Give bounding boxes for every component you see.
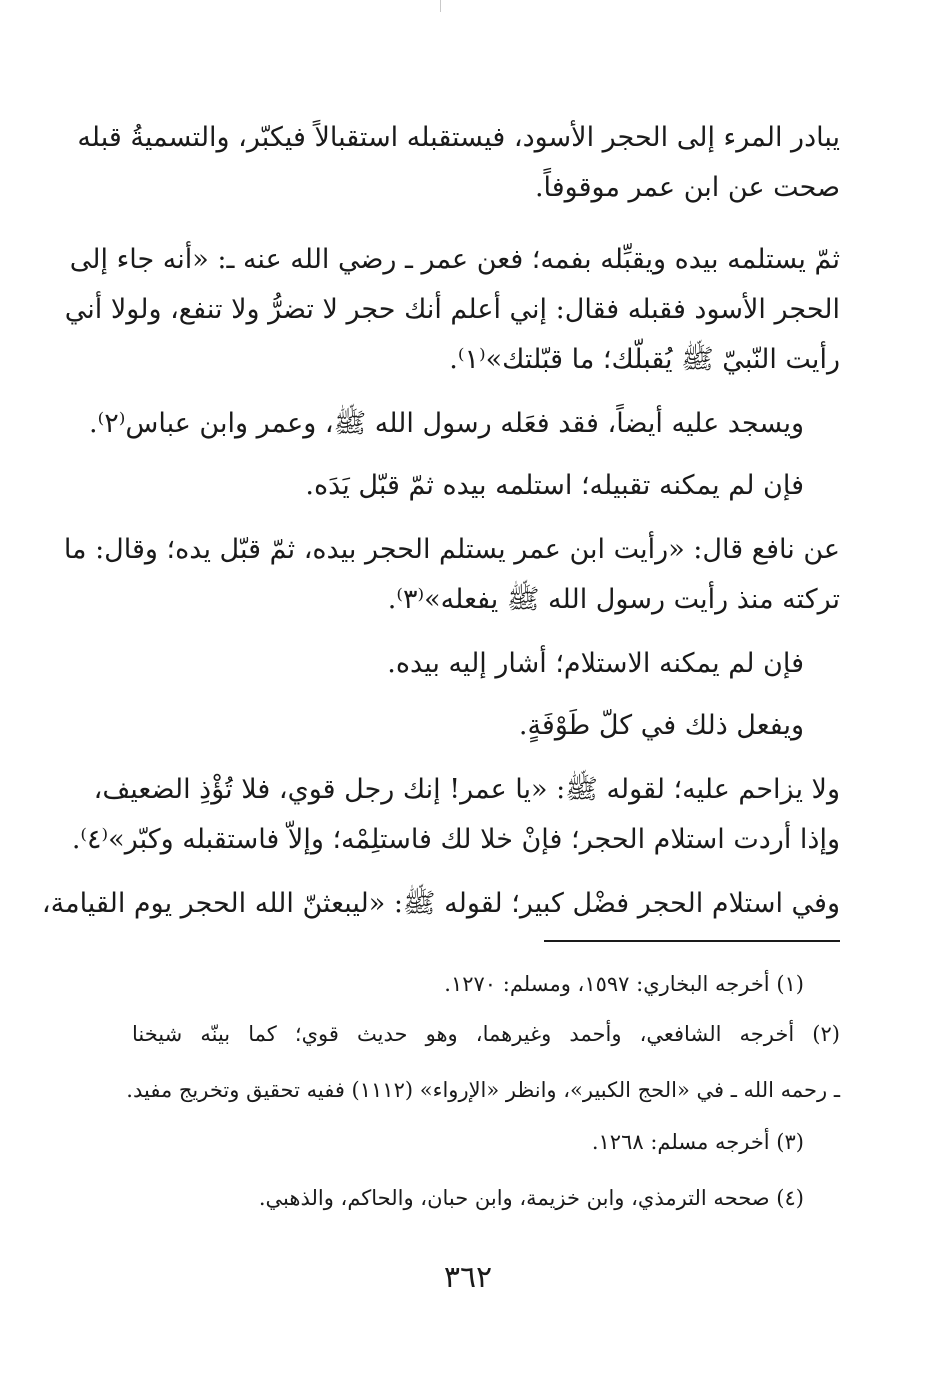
footnote: ـ رحمه الله ـ في «الحج الكبير»، وانظر «الإرواء» (١١١٢) ففيه تحقيق وتخريج مفيد. [126,1078,840,1102]
text-line: عن نافع قال: «رأيت ابن عمر يستلم الحجر بيده، ثمّ قبّل يده؛ وقال: ما [63,534,840,565]
footnote: (٤) صححه الترمذي، وابن خزيمة، وابن حبان، والحاكم، والذهبي. [258,1186,804,1210]
text-line: فإن لم يمكنه الاستلام؛ أشار إليه بيده. [387,648,804,679]
text-line: يبادر المرء إلى الحجر الأسود، فيستقبله استقبالاً فيكبّر، والتسميةُ قبله [77,122,840,153]
footnote: (٢) أخرجه الشافعي، وأحمد وغيرهما، وهو حديث قوي؛ كما بينّه شيخنا [132,1022,840,1046]
text-line: تركته منذ رأيت رسول الله ﷺ يفعله»⁽٣⁾. [387,584,840,615]
footnote: (١) أخرجه البخاري: ١٥٩٧، ومسلم: ١٢٧٠. [444,972,804,996]
page-number: ٣٦٢ [443,1260,493,1295]
text-line: ويسجد عليه أيضاً، فقد فعَله رسول الله ﷺ، وعمر وابن عباس⁽٢⁾. [89,408,804,439]
footnote-separator [544,940,840,942]
text-line: فإن لم يمكنه تقبيله؛ استلمه بيده ثمّ قبّل يَدَه. [305,470,804,501]
text-line: الحجر الأسود فقبله فقال: إني أعلم أنك حجر لا تضرُّ ولا تنفع، ولولا أني [64,294,840,325]
text-line: ولا يزاحم عليه؛ لقوله ﷺ: «يا عمر! إنك رجل قوي، فلا تُؤْذِ الضعيف، [93,774,840,805]
text-line: ويفعل ذلك في كلّ طَوْفَةٍ. [518,710,804,741]
text-line: وفي استلام الحجر فضْل كبير؛ لقوله ﷺ: «ليبعثنّ الله الحجر يوم القيامة، [41,888,840,919]
text-line: ثمّ يستلمه بيده ويقبِّله بفمه؛ فعن عمر ـ رضي الله عنه ـ: «أنه جاء إلى [69,244,840,275]
footnote: (٣) أخرجه مسلم: ١٢٦٨. [591,1130,804,1154]
text-line: رأيت النّبيّ ﷺ يُقبلّك؛ ما قبّلتك»⁽١⁾. [449,344,840,375]
crop-mark [440,0,441,12]
text-line: وإذا أردت استلام الحجر؛ فإنْ خلا لك فاستلِمْه؛ وإلاّ فاستقبله وكبّر»⁽٤⁾. [71,824,840,855]
text-line: صحت عن ابن عمر موقوفاً. [534,172,840,203]
